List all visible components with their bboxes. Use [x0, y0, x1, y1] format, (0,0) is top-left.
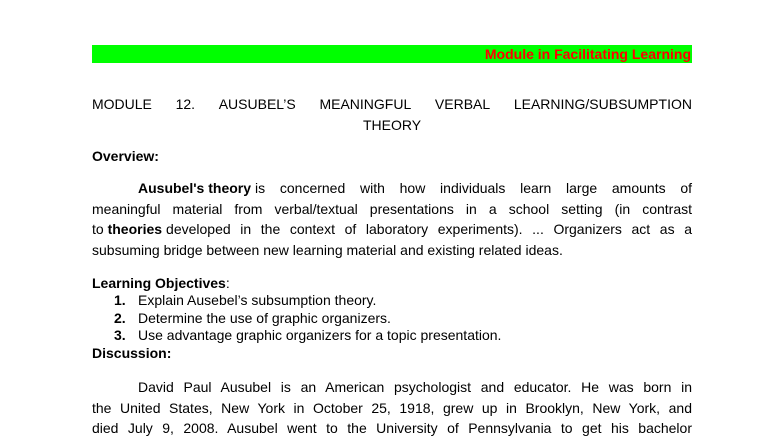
module-title [92, 94, 692, 136]
list-item: 3. Use advantage graphic organizers for a topic presentation. [114, 327, 502, 343]
overview-line-3: to theories developed in the context of laboratory experiments). ... Organizers act as a [92, 221, 692, 237]
title-word: VERBAL [434, 96, 491, 112]
title-word: AUSUBEL’S [218, 96, 296, 112]
objectives-heading: Learning Objectives: [92, 275, 230, 291]
list-item: 2. Determine the use of graphic organizers. [114, 309, 391, 326]
overview-heading: Overview: [92, 148, 159, 164]
overview-line-1: Ausubel's theory is concerned with how individuals learn large amounts of [138, 180, 692, 196]
title-word: LEARNING/SUBSUMPTION [513, 96, 692, 112]
discussion-line-1: David Paul Ausubel is an American psychologist and educator. He was born in [138, 379, 692, 395]
discussion-heading: Discussion: [92, 345, 172, 361]
discussion-paragraph [92, 377, 692, 439]
title-line-1 [92, 94, 692, 115]
overview-line-2: meaningful material from verbal/textual presentations in a school setting (in contrast [92, 200, 692, 217]
list-item: 1. Explain Ausebel’s subsumption theory. [114, 292, 377, 308]
title-word: MODULE [92, 96, 152, 112]
overview-paragraph [92, 178, 692, 260]
discussion-line-3: died July 9, 2008. Ausubel went to the University of Pennsylvania to get his bachelor [92, 420, 692, 436]
title-word: 12. [175, 96, 196, 112]
overview-line-4: subsuming bridge between new learning material and existing related ideas. [92, 241, 563, 258]
objectives-list [114, 292, 501, 345]
discussion-line-2: the United States, New York in October 25, 1918, grew up in Brooklyn, New York, and [92, 399, 692, 416]
module-banner [92, 45, 692, 63]
title-line-2: THEORY [362, 117, 422, 133]
banner-text: Module in Facilitating Learning [484, 46, 691, 62]
title-word: MEANINGFUL [319, 96, 412, 112]
bold-lead: Ausubel's theory [138, 180, 252, 196]
